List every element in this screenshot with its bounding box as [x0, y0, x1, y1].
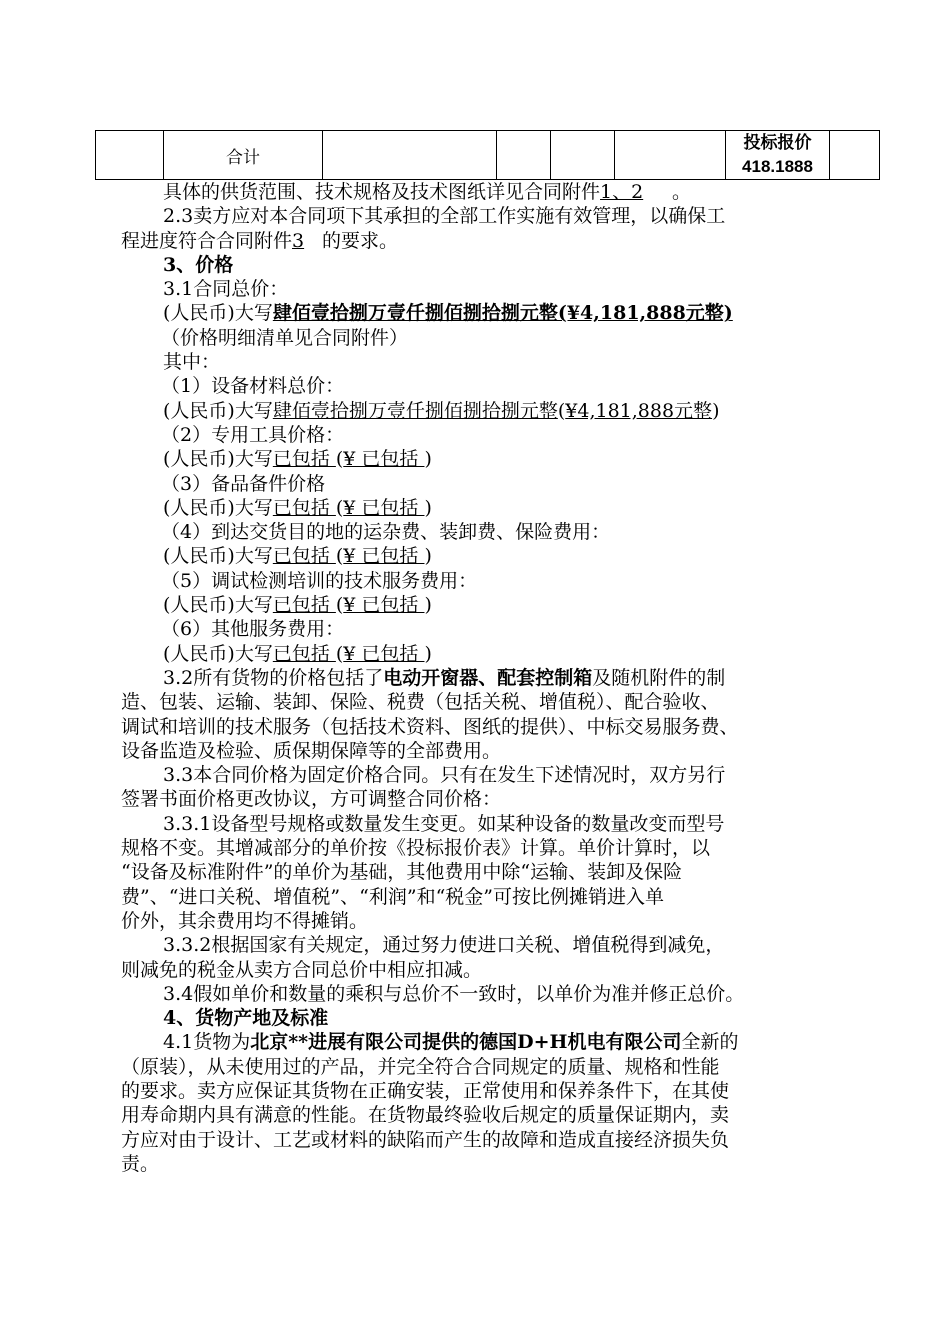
- item-5-price: [121, 593, 861, 617]
- item-6-amount: ¥ 已包括: [343, 642, 425, 665]
- item-4-amount: ¥ 已包括: [343, 545, 425, 568]
- clause-4-1-text: 4.1货物为: [163, 1031, 251, 1054]
- bid-price-value: 418.1888: [742, 157, 813, 176]
- table-cell: [323, 131, 497, 180]
- clause-3-3-1-line-5: 价外，其余费用均不得摊销。: [121, 909, 369, 932]
- clause-3-3-1-line-1: 3.3.1设备型号规格或数量发生变更。如某种设备的数量改变而型号: [163, 812, 725, 835]
- item-5-words: 已包括: [272, 594, 336, 617]
- clause-4-1-line-1: [121, 1030, 861, 1054]
- item-5-label: （5）调试检测培训的技术服务费用：: [161, 569, 478, 592]
- clause-2-3-line-1: 2.3卖方应对本合同项下其承担的全部工作实施有效管理，以确保工: [163, 205, 726, 228]
- clause-2-3-text: 程进度符合合同附件: [121, 229, 293, 252]
- item-2-amount: ¥ 已包括: [343, 448, 425, 471]
- scope-text: 具体的供货范围、技术规格及技术图纸详见合同附件: [163, 181, 601, 203]
- paren: (: [335, 496, 344, 519]
- section-heading-origin: 4、货物产地及标准: [163, 1007, 329, 1030]
- annex-ref-3: 3: [292, 229, 305, 252]
- clause-3-3-line-2: 签署书面价格更改协议，方可调整合同价格：: [121, 788, 502, 811]
- item-5-amount: ¥ 已包括: [343, 594, 425, 617]
- clause-3-3-1-line-2: 规格不变。其增减部分的单价按《投标报价表》计算。单价计算时，以: [121, 837, 711, 860]
- paren: (: [335, 642, 344, 665]
- price-note: （价格明细清单见合同附件）: [161, 326, 409, 349]
- clause-3-1: 3.1合同总价：: [163, 278, 289, 301]
- item-6-price: [121, 642, 861, 666]
- clause-3-3-line-1: 3.3本合同价格为固定价格合同。只有在发生下述情况时，双方另行: [163, 764, 726, 787]
- paren: (: [335, 545, 344, 568]
- clause-3-3-2-line-1: 3.3.2根据国家有关规定，通过努力使进口关税、增值税得到减免，: [163, 934, 725, 957]
- clause-3-2-text: 3.2所有货物的价格包括了: [163, 666, 384, 689]
- paren: (: [335, 594, 344, 617]
- table-cell: [497, 131, 551, 180]
- table-cell: [551, 131, 615, 180]
- clause-3-2-line-4: 设备监造及检验、质保期保障等的全部费用。: [121, 739, 502, 762]
- clause-3-2-text: 及随机附件的制: [592, 666, 726, 689]
- clause-3-2-line-2: 造、包装、运输、装卸、保险、税费（包括关税、增值税）、配合验收、: [121, 691, 720, 714]
- item-2-words: 已包括: [272, 448, 336, 471]
- item-1-amount: ¥4,181,888元整: [565, 399, 713, 422]
- item-1-price: [121, 399, 861, 423]
- clause-4-1-line-5: 方应对由于设计、工艺或材料的缺陷而产生的故障和造成直接经济损失负: [121, 1128, 730, 1151]
- item-6-label: （6）其他服务费用：: [161, 618, 345, 641]
- paren: ): [424, 448, 432, 471]
- annex-ref-1-2: 1、2: [600, 181, 644, 203]
- item-1-label: （1）设备材料总价：: [161, 375, 345, 398]
- clause-4-1-text: 全新的: [681, 1031, 739, 1054]
- rmb-prefix: (人民币)大写: [163, 545, 273, 568]
- rmb-prefix: (人民币)大写: [163, 496, 273, 519]
- item-3-words: 已包括: [272, 496, 336, 519]
- clause-2-3-line-2: [121, 229, 861, 253]
- paren: ): [424, 496, 432, 519]
- clause-3-2-line-1: [121, 666, 861, 690]
- clause-4-1-line-2: （原装），从未使用过的产品，并完全符合合同规定的质量、规格和性能: [121, 1055, 720, 1078]
- rmb-prefix: (人民币)大写: [163, 399, 273, 422]
- clause-3-3-1-line-4: 费”、“进口关税、增值税”、“利润”和“税金”可按比例摊销进入单: [121, 885, 664, 908]
- paren: (: [557, 399, 566, 422]
- rmb-prefix: (人民币)大写: [163, 594, 273, 617]
- total-label-cell: [164, 131, 323, 180]
- table-cell: [615, 131, 726, 180]
- clause-4-1-line-6: 责。: [121, 1152, 160, 1175]
- scope-end: 。: [672, 181, 692, 203]
- table-cell: [96, 131, 164, 180]
- paren: ): [712, 399, 720, 422]
- clause-3-4: 3.4假如单价和数量的乘积与总价不一致时，以单价为准并修正总价。: [163, 982, 745, 1005]
- item-2-label: （2）专用工具价格：: [161, 423, 345, 446]
- item-3-amount: ¥ 已包括: [343, 496, 425, 519]
- clause-3-2-line-3: 调试和培训的技术服务（包括技术资料、图纸的提供）、中标交易服务费、: [121, 715, 739, 738]
- item-4-label: （4）到达交货目的地的运杂费、装卸费、保险费用：: [161, 521, 611, 544]
- clause-4-1-line-3: 的要求。卖方应保证其货物在正确安装，正常使用和保养条件下，在其使: [121, 1079, 730, 1102]
- rmb-prefix: (人民币)大写: [163, 448, 273, 471]
- item-4-price: [121, 544, 861, 568]
- contract-body: [121, 180, 861, 1176]
- summary-table: [95, 130, 880, 180]
- total-price-line: [121, 301, 861, 325]
- paren: (: [335, 448, 344, 471]
- table-row-total: [96, 131, 880, 180]
- rmb-prefix: (人民币)大写: [163, 302, 273, 325]
- clause-4-1-bold: 北京**进展有限公司提供的德国D+H机电有限公司: [250, 1031, 682, 1054]
- item-3-price: [121, 496, 861, 520]
- clause-3-3-1-line-3: “设备及标准附件”的单价为基础，其他费用中除“运输、装卸及保险: [121, 861, 683, 884]
- including-label: 其中：: [163, 351, 221, 374]
- item-1-words: 肆佰壹拾捌万壹仟捌佰捌拾捌元整: [272, 399, 558, 422]
- item-4-words: 已包括: [272, 545, 336, 568]
- table-cell: [830, 131, 880, 180]
- paren: ): [424, 545, 432, 568]
- section-heading-price: 3、价格: [163, 253, 234, 276]
- item-2-price: [121, 447, 861, 471]
- total-price-amount: 肆佰壹拾捌万壹仟捌佰捌拾捌元整(¥4,181,888元整): [272, 302, 733, 325]
- bid-price-label: 投标报价: [743, 133, 812, 152]
- item-6-words: 已包括: [272, 642, 336, 665]
- bid-price-cell: [726, 131, 830, 180]
- clause-2-3-end: 的要求。: [322, 229, 399, 252]
- clause-3-3-2-line-2: 则减免的税金从卖方合同总价中相应扣减。: [121, 958, 483, 981]
- rmb-prefix: (人民币)大写: [163, 642, 273, 665]
- paren: ): [424, 642, 432, 665]
- item-3-label: （3）备品备件价格: [161, 472, 326, 495]
- clause-3-2-bold: 电动开窗器、配套控制箱: [383, 666, 593, 689]
- paren: ): [424, 594, 432, 617]
- clause-4-1-line-4: 用寿命期内具有满意的性能。在货物最终验收后规定的质量保证期内，卖: [121, 1104, 730, 1127]
- scope-line: [121, 180, 861, 204]
- total-label: 合计: [226, 147, 260, 168]
